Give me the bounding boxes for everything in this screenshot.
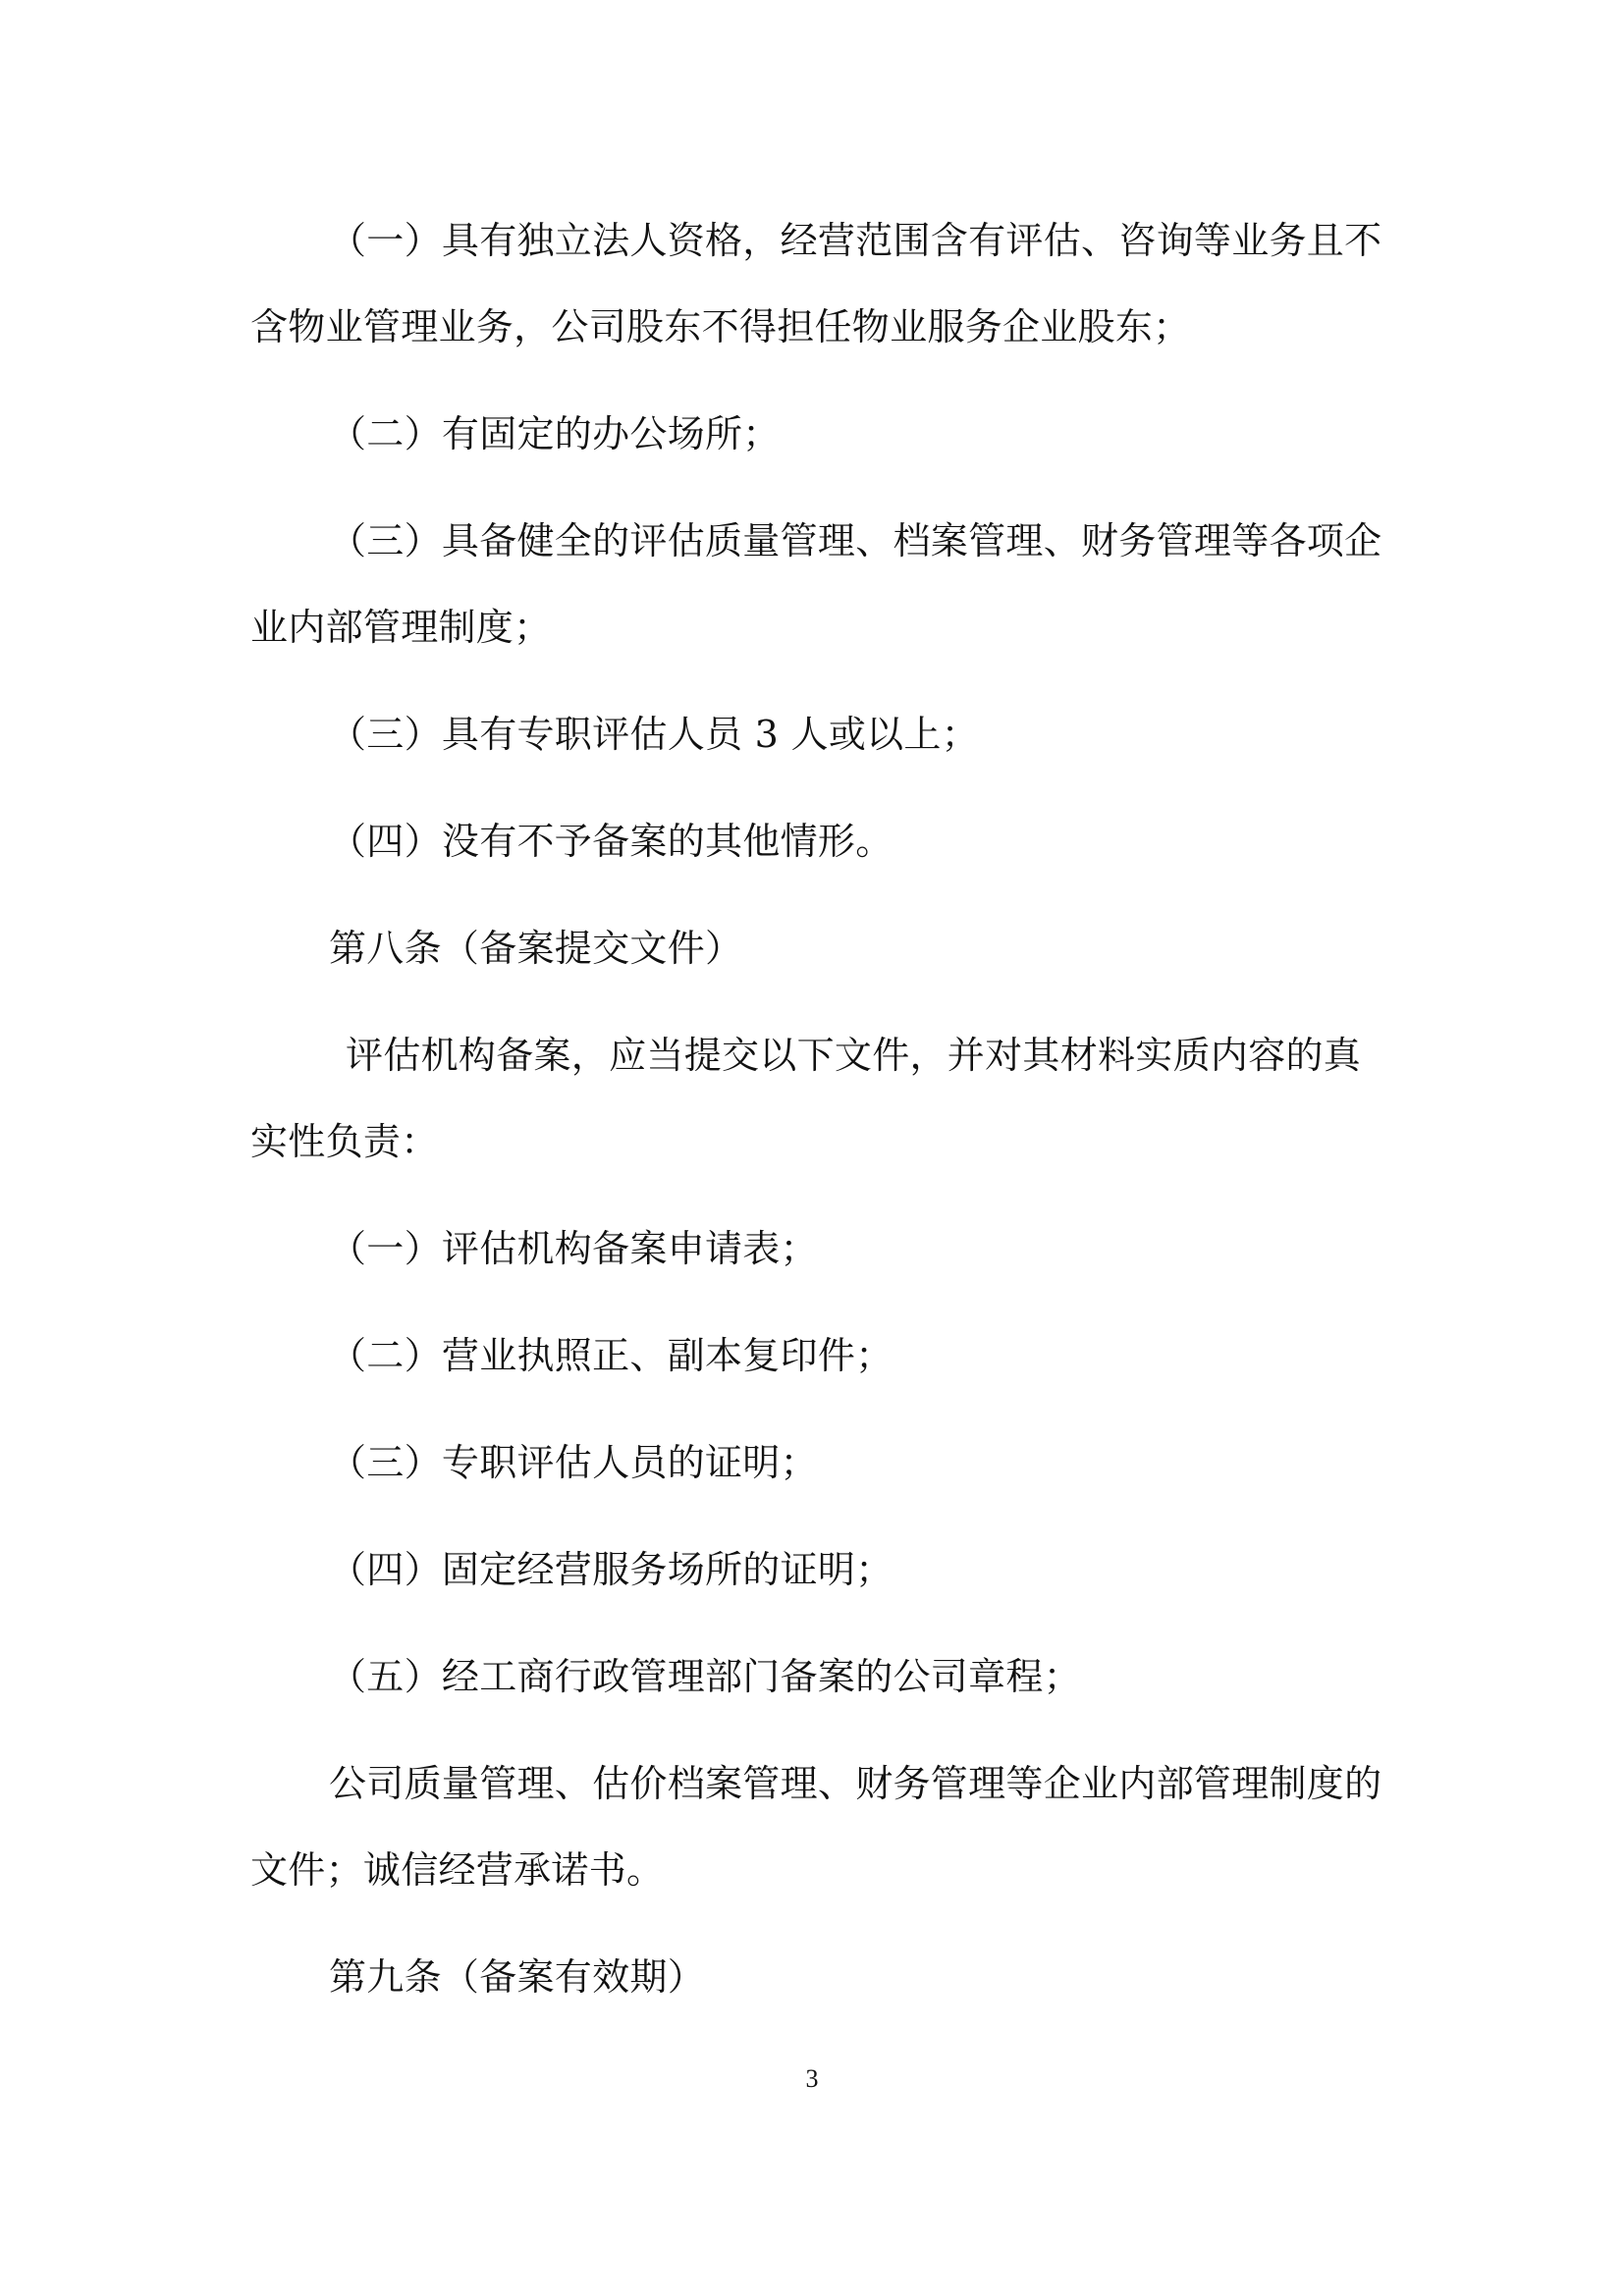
text-line: 业内部管理制度； — [250, 606, 552, 649]
article-body-8 — [250, 1012, 1399, 1185]
list-item-application-form — [250, 1205, 1399, 1292]
text-line: （二）营业执照正、副本复印件； — [329, 1334, 893, 1377]
text-line: （一）具有独立法人资格，经营范围含有评估、咨询等业务且不 — [329, 219, 1382, 262]
text-line: 评估机构备案，应当提交以下文件，并对其材料实质内容的真 — [346, 1034, 1362, 1077]
page-number: 3 — [805, 2064, 819, 2093]
list-item-business-license — [250, 1312, 1399, 1399]
text-line: （四）没有不予备案的其他情形。 — [329, 820, 893, 863]
list-item-appraiser-proof — [250, 1419, 1399, 1506]
paragraph-internal-documents — [250, 1740, 1399, 1913]
list-item-independent-legal-person — [250, 197, 1399, 370]
text-line: （五）经工商行政管理部门备案的公司章程； — [329, 1655, 1082, 1698]
text-line: 文件；诚信经营承诺书。 — [250, 1848, 665, 1892]
text-line: 含物业管理业务，公司股东不得担任物业服务企业股东； — [250, 305, 1191, 348]
article-heading-8 — [250, 905, 1399, 991]
list-item-premises-proof — [250, 1526, 1399, 1613]
text-line: （二）有固定的办公场所； — [329, 412, 781, 455]
list-item-appraisers — [250, 691, 1399, 777]
list-item-management-system — [250, 498, 1399, 670]
text-line: 第九条（备案有效期） — [329, 1955, 706, 1999]
text-line: （一）评估机构备案申请表； — [329, 1227, 818, 1270]
list-item-fixed-office — [250, 391, 1399, 477]
text-line: 第八条（备案提交文件） — [329, 927, 743, 970]
text-line: （四）固定经营服务场所的证明； — [329, 1548, 893, 1591]
text-line: （三）专职评估人员的证明； — [329, 1441, 818, 1484]
article-heading-9 — [250, 1934, 1399, 2020]
text-line: 公司质量管理、估价档案管理、财务管理等企业内部管理制度的 — [329, 1762, 1382, 1805]
text-line: （三）具有专职评估人员 3 人或以上； — [329, 713, 980, 756]
text-line: 实性负责： — [250, 1120, 439, 1163]
list-item-articles-of-association — [250, 1633, 1399, 1720]
text-line: （三）具备健全的评估质量管理、档案管理、财务管理等各项企 — [329, 519, 1382, 562]
body-text — [250, 197, 1399, 2041]
list-item-no-other-cases — [250, 798, 1399, 884]
